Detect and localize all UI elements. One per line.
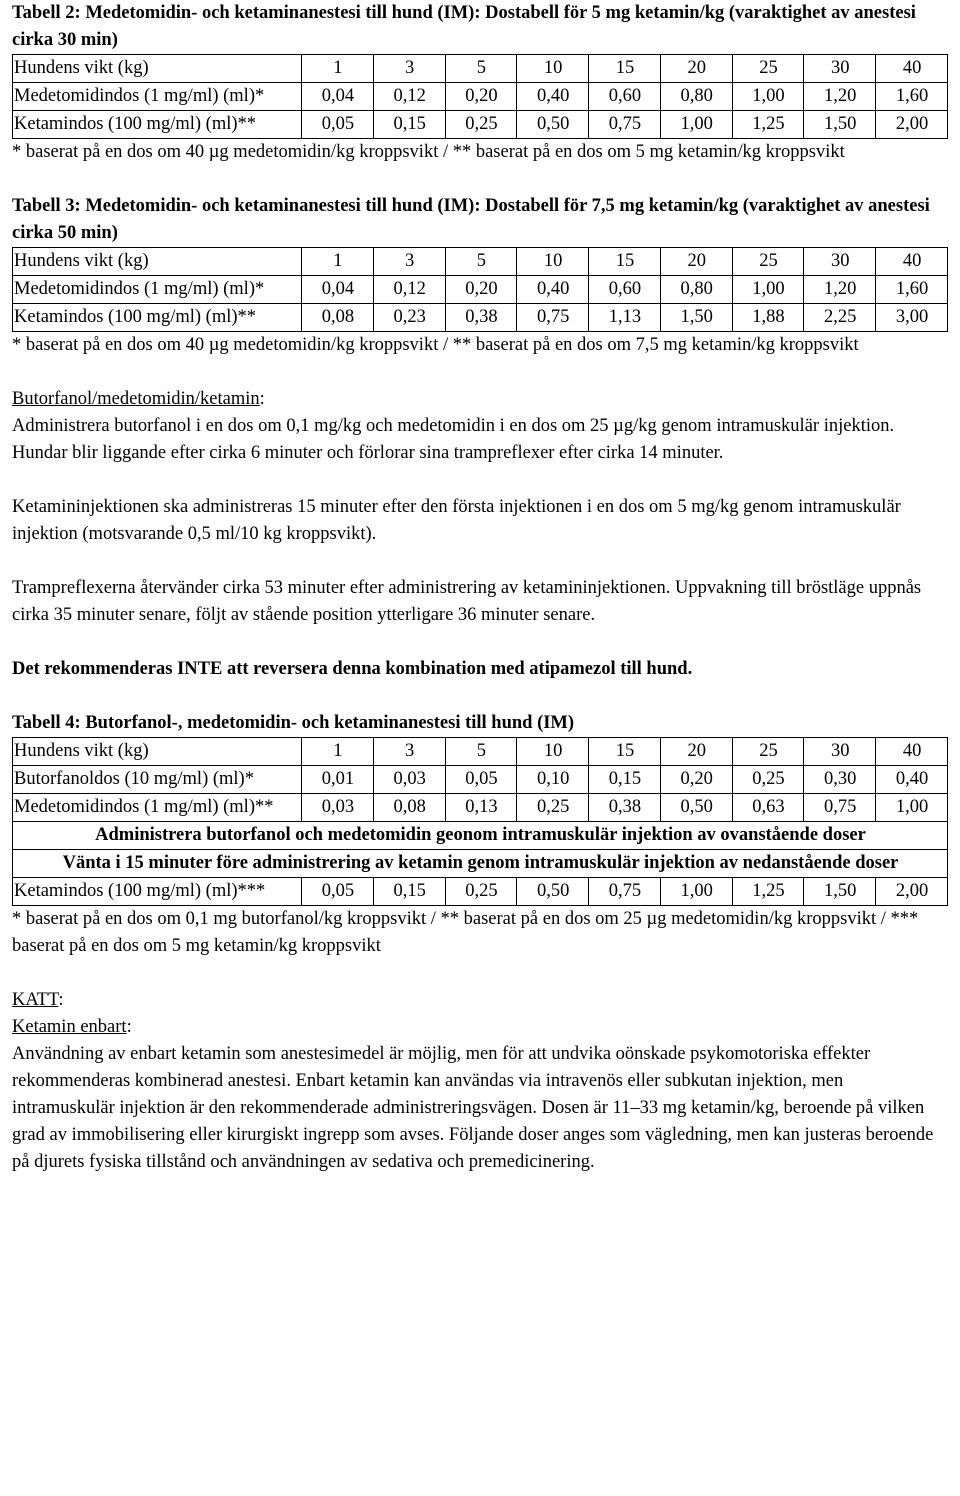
table-row [13,276,948,304]
table3-title: Tabell 3: Medetomidin- och ketaminanestesi till hund (IM): Dostabell för 7,5 mg ketamin/kg (varaktighet av anestesi cirka 50 min) [12,196,930,243]
dose-cell: 0,05 [302,878,374,906]
table2-footnote: * baserat på en dos om 40 µg medetomidin/kg kroppsvikt / ** baserat på en dos om 5 mg ketamin/kg kroppsvikt [12,142,845,162]
table-row [13,794,948,822]
table-row [13,248,948,276]
dose-cell: 1 [302,248,374,276]
dose-cell: 0,01 [302,766,374,794]
dose-cell: 1,00 [732,83,804,111]
dose-cell: 0,40 [517,83,589,111]
ketamin-enbart-text: Ketamin enbart [12,1017,127,1037]
dose-cell: 0,63 [732,794,804,822]
dose-cell: 1,50 [804,878,876,906]
table-row [13,766,948,794]
table4-title: Tabell 4: Butorfanol-, medetomidin- och ketaminanestesi till hund (IM) [12,713,575,733]
dose-cell: 1,00 [660,111,732,139]
dose-cell: 0,60 [589,83,661,111]
row-label: Hundens vikt (kg) [13,248,302,276]
dose-cell: 0,04 [302,83,374,111]
row-label: Hundens vikt (kg) [13,55,302,83]
reversal-warning: Det rekommenderas INTE att reversera denna kombination med atipamezol till hund. [12,659,693,679]
dose-cell: 0,38 [445,304,517,332]
dose-cell: 1,25 [732,878,804,906]
katt-heading [12,987,948,1014]
dose-cell: 0,13 [445,794,517,822]
dose-cell: 25 [732,738,804,766]
dose-cell: 0,03 [373,766,445,794]
table-row [13,83,948,111]
dose-cell: 3,00 [876,304,948,332]
dose-cell: 0,40 [876,766,948,794]
dose-cell: 0,12 [373,83,445,111]
dose-cell: 0,03 [302,794,374,822]
dose-cell: 0,75 [589,111,661,139]
dose-cell: 0,20 [660,766,732,794]
dose-cell: 30 [804,248,876,276]
dose-cell: 5 [445,248,517,276]
dose-cell: 10 [517,738,589,766]
butorfanol-para1: Administrera butorfanol i en dos om 0,1 mg/kg och medetomidin i en dos om 25 µg/kg genom intramuskulär injektion. [12,416,895,436]
butorfanol-heading-text: Butorfanol/medetomidin/ketamin [12,389,260,409]
dose-cell: 0,50 [517,111,589,139]
dose-cell: 1 [302,55,374,83]
butorfanol-para4: Trampreflexerna återvänder cirka 53 minuter efter administrering av ketamininjektionen. Uppvakning till bröstläge uppnås cirka 35 minuter senare, följt av stående position ytterligare 36 minuter senare. [12,578,922,625]
dose-cell: 0,25 [517,794,589,822]
table-row [13,878,948,906]
dose-cell: 2,00 [876,111,948,139]
dose-cell: 2,00 [876,878,948,906]
table-row [13,111,948,139]
table4 [12,737,948,906]
dose-cell: 0,10 [517,766,589,794]
table3-footnote: * baserat på en dos om 40 µg medetomidin/kg kroppsvikt / ** baserat på en dos om 7,5 mg ketamin/kg kroppsvikt [12,335,859,355]
dose-cell: 0,75 [589,878,661,906]
table-row [13,738,948,766]
instruction-row-wait: Vänta i 15 minuter före administrering av ketamin genom intramuskulär injektion av nedanstående doser [13,850,948,878]
dose-cell: 0,50 [517,878,589,906]
dose-cell: 40 [876,738,948,766]
dose-cell: 1,13 [589,304,661,332]
dose-cell: 5 [445,738,517,766]
dose-cell: 0,04 [302,276,374,304]
dose-cell: 3 [373,738,445,766]
dose-cell: 0,80 [660,276,732,304]
dose-cell: 1,00 [660,878,732,906]
dose-cell: 0,50 [660,794,732,822]
butorfanol-heading-colon: : [259,389,265,409]
dose-cell: 0,30 [804,766,876,794]
dose-cell: 0,40 [517,276,589,304]
dose-cell: 0,25 [732,766,804,794]
dose-cell: 0,75 [517,304,589,332]
dose-cell: 0,60 [589,276,661,304]
dose-cell: 0,15 [373,878,445,906]
dose-cell: 2,25 [804,304,876,332]
dose-cell: 1,60 [876,83,948,111]
row-label: Butorfanoldos (10 mg/ml) (ml)* [13,766,302,794]
dose-cell: 0,15 [589,766,661,794]
row-label: Medetomidindos (1 mg/ml) (ml)* [13,83,302,111]
dose-cell: 1,88 [732,304,804,332]
dose-cell: 0,05 [445,766,517,794]
table-row [13,55,948,83]
dose-cell: 0,38 [589,794,661,822]
ketamin-enbart-colon: : [126,1017,132,1037]
dose-cell: 10 [517,55,589,83]
dose-cell: 10 [517,248,589,276]
dose-cell: 3 [373,55,445,83]
butorfanol-para3: Ketamininjektionen ska administreras 15 minuter efter den första injektionen i en dos om 5 mg/kg genom intramuskulär injektion (motsvarande 0,5 ml/10 kg kroppsvikt). [12,497,901,544]
dose-cell: 1,25 [732,111,804,139]
dose-cell: 15 [589,738,661,766]
table2-title: Tabell 2: Medetomidin- och ketaminanestesi till hund (IM): Dostabell för 5 mg ketamin/kg (varaktighet av anestesi cirka 30 min) [12,3,916,50]
katt-heading-colon: : [58,990,64,1010]
katt-paragraph: Användning av enbart ketamin som anestesimedel är möjlig, men för att undvika oönskade psykomotoriska effekter rekommenderas kombinerad anestesi. Enbart ketamin kan användas via intravenös eller subkutan injektion, men intramuskulär injektion är den rekommenderade administreringsvägen. Dosen är 11–33 mg ketamin/kg, beroende på vilken grad av immobilisering eller kirurgiskt ingrepp som avses. Följande doser anges som vägledning, men kan justeras beroende på djurets fysiska tillstånd och användningen av sedativa och premedicinering. [12,1044,934,1172]
dose-cell: 5 [445,55,517,83]
row-label: Medetomidindos (1 mg/ml) (ml)** [13,794,302,822]
table-row [13,850,948,878]
table3 [12,247,948,332]
dose-cell: 3 [373,248,445,276]
dose-cell: 30 [804,738,876,766]
dose-cell: 15 [589,55,661,83]
katt-heading-text: KATT [12,990,59,1010]
dose-cell: 1,20 [804,83,876,111]
section-heading-butorfanol [12,386,948,413]
instruction-row-administer: Administrera butorfanol och medetomidin geonom intramuskulär injektion av ovanstående doser [13,822,948,850]
table4-footnote: * baserat på en dos om 0,1 mg butorfanol/kg kroppsvikt / ** baserat på en dos om 25 µg medetomidin/kg kroppsvikt / *** baserat på en dos om 5 mg ketamin/kg kroppsvikt [12,909,919,956]
dose-cell: 40 [876,248,948,276]
row-label: Hundens vikt (kg) [13,738,302,766]
row-label: Ketamindos (100 mg/ml) (ml)** [13,111,302,139]
dose-cell: 1 [302,738,374,766]
table-row [13,822,948,850]
ketamin-enbart-heading [12,1014,948,1041]
table-row [13,304,948,332]
dose-cell: 1,00 [876,794,948,822]
butorfanol-para2: Hundar blir liggande efter cirka 6 minuter och förlorar sina trampreflexer efter cirka 14 minuter. [12,443,724,463]
dose-cell: 0,12 [373,276,445,304]
dose-cell: 0,80 [660,83,732,111]
dose-cell: 1,50 [804,111,876,139]
dose-cell: 0,25 [445,878,517,906]
dose-cell: 0,75 [804,794,876,822]
dose-cell: 0,15 [373,111,445,139]
dose-cell: 25 [732,55,804,83]
dose-cell: 0,08 [302,304,374,332]
dose-cell: 40 [876,55,948,83]
dose-cell: 20 [660,248,732,276]
row-label: Ketamindos (100 mg/ml) (ml)*** [13,878,302,906]
row-label: Ketamindos (100 mg/ml) (ml)** [13,304,302,332]
dose-cell: 25 [732,248,804,276]
dose-cell: 1,20 [804,276,876,304]
dose-cell: 0,25 [445,111,517,139]
row-label: Medetomidindos (1 mg/ml) (ml)* [13,276,302,304]
dose-cell: 0,23 [373,304,445,332]
dose-cell: 0,05 [302,111,374,139]
dose-cell: 0,08 [373,794,445,822]
dose-cell: 1,50 [660,304,732,332]
dose-cell: 20 [660,738,732,766]
dose-cell: 1,00 [732,276,804,304]
dose-cell: 0,20 [445,83,517,111]
dose-cell: 30 [804,55,876,83]
dose-cell: 1,60 [876,276,948,304]
table2 [12,54,948,139]
dose-cell: 15 [589,248,661,276]
dose-cell: 0,20 [445,276,517,304]
dose-cell: 20 [660,55,732,83]
